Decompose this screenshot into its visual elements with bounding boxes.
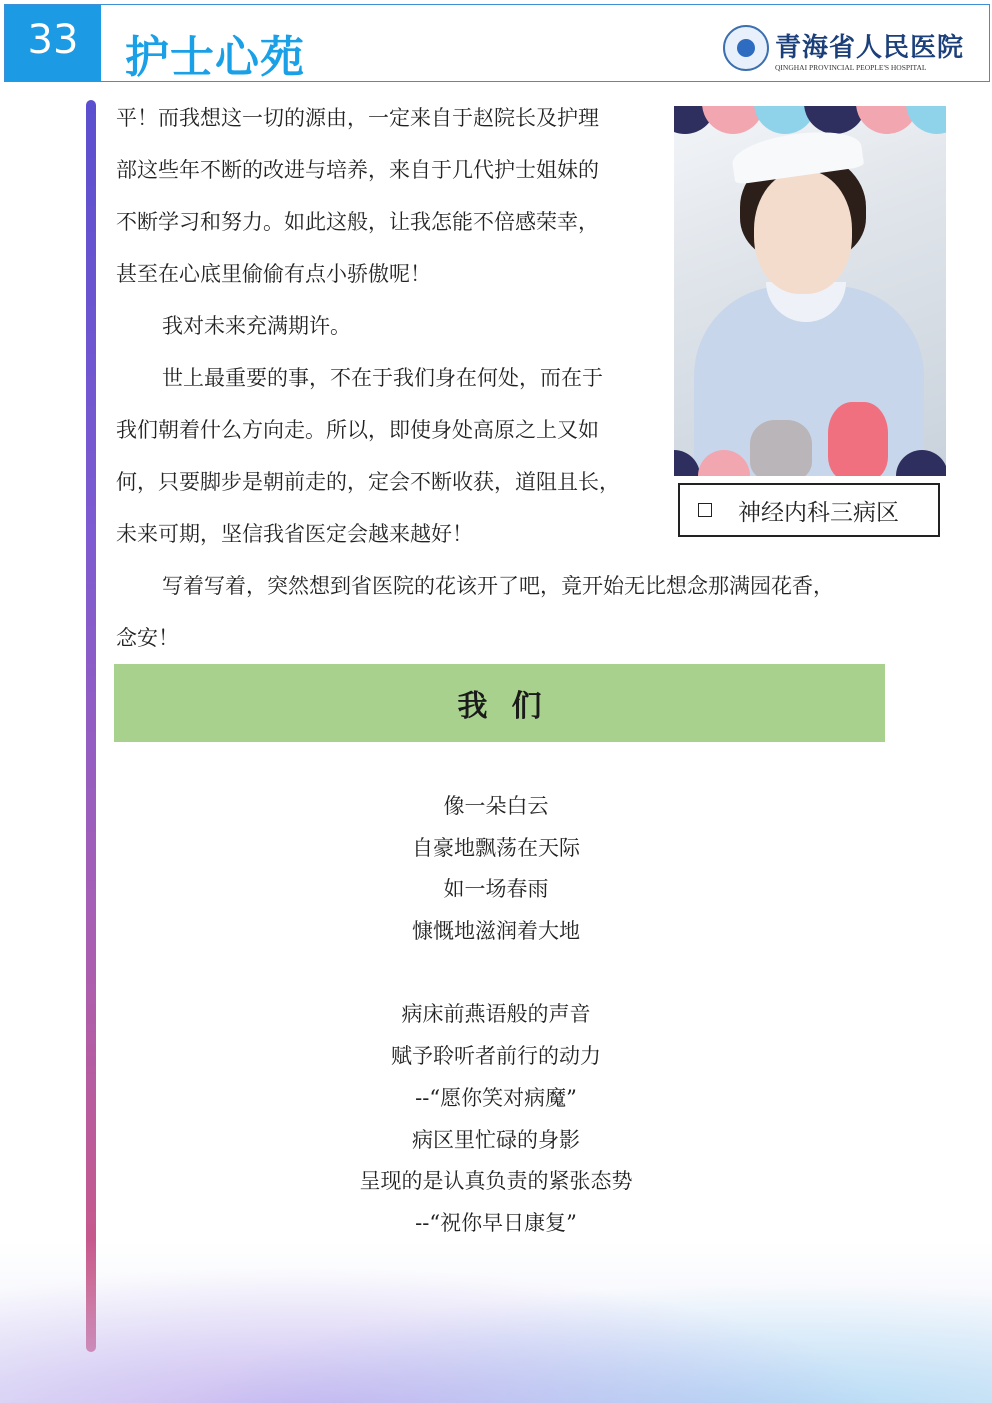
article-line: 平！而我想这一切的源由，一定来自于赵院长及护理 <box>116 106 599 130</box>
poem-line: 像一朵白云 <box>443 794 549 818</box>
photo-caption <box>678 483 940 537</box>
square-bullet-icon <box>698 503 712 517</box>
hospital-logo <box>723 25 965 77</box>
poem-line: 病床前燕语般的声音 <box>401 1002 591 1027</box>
poem-line: --“祝你早日康复” <box>415 1210 577 1235</box>
hospital-emblem-icon <box>723 25 769 71</box>
article-line: 不断学习和努力。如此这般，让我怎能不倍感荣幸， <box>116 210 599 234</box>
poem-title: 我们 <box>457 689 566 724</box>
poem-body <box>0 786 992 1245</box>
decorative-bottom-background <box>0 1240 992 1403</box>
poem-line: --“愿你笑对病魔” <box>415 1085 577 1110</box>
article-line: 写着写着，突然想到省医院的花该开了吧，竟开始无比想念那满园花香， <box>162 574 834 598</box>
article-line: 世上最重要的事，不在于我们身在何处，而在于 <box>162 366 603 390</box>
article-line: 我对未来充满期许。 <box>162 314 351 338</box>
poem-line: 病区里忙碌的身影 <box>412 1127 580 1152</box>
hospital-name-cn: 青海省人民医院 <box>775 33 965 63</box>
photo-caption-text: 神经内科三病区 <box>738 499 899 526</box>
poem-line: 赋予聆听者前行的动力 <box>391 1044 601 1069</box>
hospital-name-en: QINGHAI PROVINCIAL PEOPLE'S HOSPITAL <box>775 63 927 72</box>
article-line: 我们朝着什么方向走。所以，即使身处高原之上又如 <box>116 418 599 442</box>
poem-line: 如一场春雨 <box>443 877 549 902</box>
poem-title-banner <box>114 664 885 742</box>
article-line: 甚至在心底里偷偷有点小骄傲呢！ <box>116 262 431 286</box>
page-header <box>4 4 990 82</box>
page-number: 33 <box>5 5 101 81</box>
section-title: 护士心苑 <box>125 32 305 83</box>
article-line: 何，只要脚步是朝前走的，定会不断收获，道阻且长， <box>116 470 620 494</box>
poem-line: 慷慨地滋润着大地 <box>412 919 580 944</box>
poem-line: 自豪地飘荡在天际 <box>412 835 580 860</box>
article-line: 未来可期，坚信我省医定会越来越好！ <box>116 522 473 546</box>
nurse-photo <box>674 106 946 476</box>
poem-line: 呈现的是认真负责的紧张态势 <box>359 1169 633 1194</box>
article-line: 念安！ <box>116 626 179 650</box>
stanza-gap <box>0 953 992 995</box>
article-line: 部这些年不断的改进与培养，来自于几代护士姐妹的 <box>116 158 599 182</box>
